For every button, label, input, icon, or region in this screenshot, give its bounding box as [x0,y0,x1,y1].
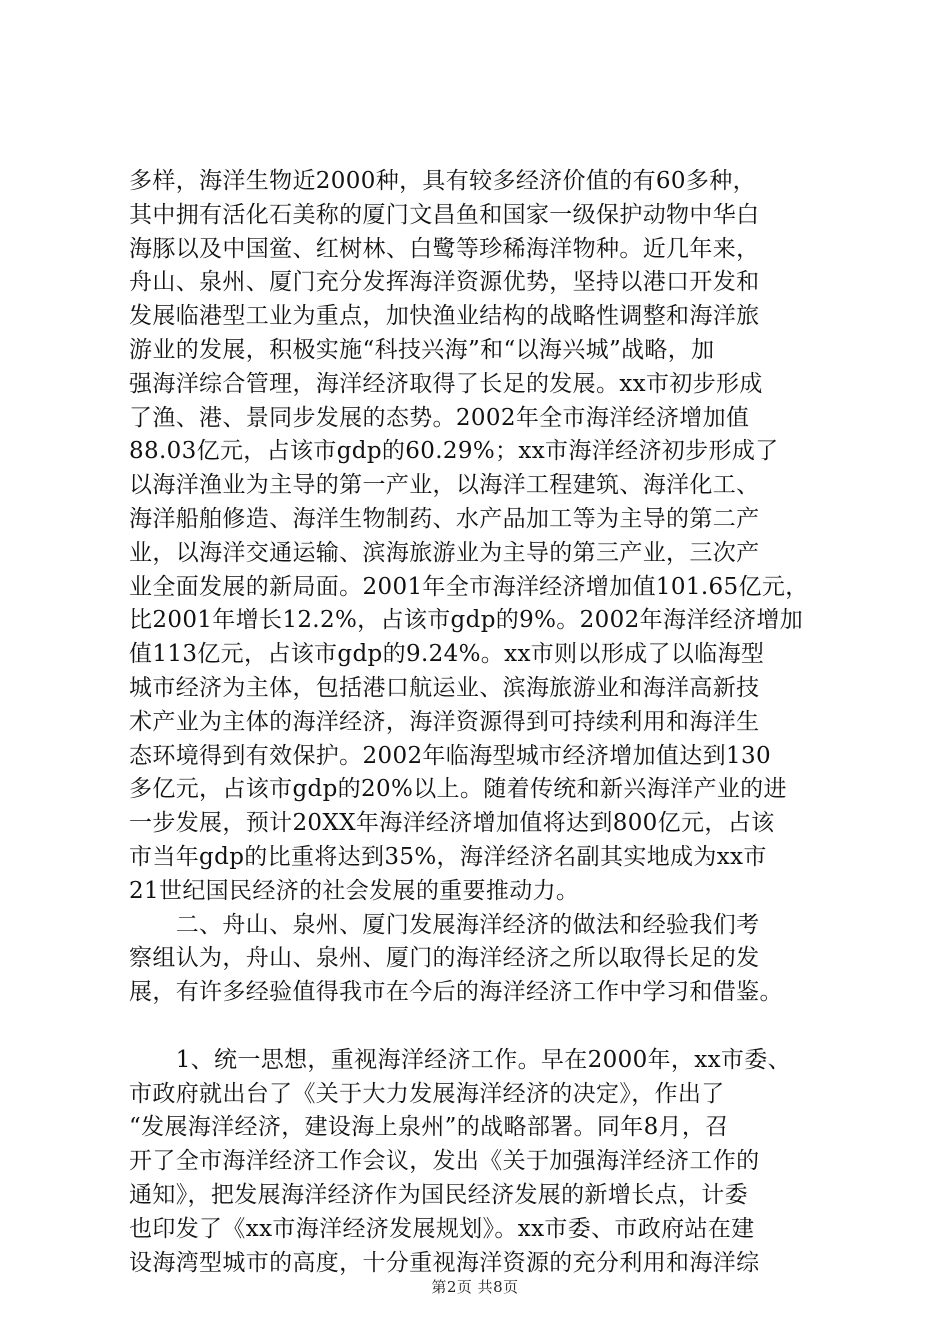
text-line: 游业的发展，积极实施“科技兴海”和“以海兴城”战略，加 [129,336,715,363]
text-line: 多样，海洋生物近2000种，具有较多经济价值的有60多种， [129,168,756,194]
text-line: 发展临港型工业为重点，加快渔业结构的战略性调整和海洋旅 [129,303,760,330]
text-line: 城市经济为主体，包括港口航运业、滨海旅游业和海洋高新技 [129,674,760,701]
text-line: “发展海洋经济，建设海上泉州”的战略部署。同年8月，召 [129,1114,729,1141]
text-line: 一步发展，预计20XX年海洋经济增加值将达到800亿元，占该 [129,810,775,837]
text-line: 也印发了《xx市海洋经济发展规划》。xx市委、市政府站在建 [129,1215,755,1242]
text-line: 术产业为主体的海洋经济，海洋资源得到可持续利用和海洋生 [129,708,760,735]
text-line: 察组认为，舟山、泉州、厦门的海洋经济之所以取得长足的发 [129,945,760,972]
text-line: 开了全市海洋经济工作会议，发出《关于加强海洋经济工作的 [129,1148,760,1175]
page-footer: 第2页 共8页 [431,1278,519,1296]
paragraph-block-2 [129,1044,869,1281]
text-line: 展，有许多经验值得我市在今后的海洋经济工作中学习和借鉴。 [129,979,783,1006]
text-line: 舟山、泉州、厦门充分发挥海洋资源优势，坚持以港口开发和 [129,269,760,296]
text-line: 了渔、港、景同步发展的态势。2002年全市海洋经济增加值 [129,404,750,431]
text-line: 二、舟山、泉州、厦门发展海洋经济的做法和经验我们考 [129,911,760,938]
text-line: 比2001年增长12.2%，占该市gdp的9%。2002年海洋经济增加 [129,607,804,634]
text-line: 海洋船舶修造、海洋生物制药、水产品加工等为主导的第二产 [129,505,760,532]
text-line: 以海洋渔业为主导的第一产业，以海洋工程建筑、海洋化工、 [129,472,760,499]
text-line: 业，以海洋交通运输、滨海旅游业为主导的第三产业，三次产 [129,539,760,566]
paragraph-gap [129,1010,869,1044]
text-line: 1、统一思想，重视海洋经济工作。早在2000年，xx市委、 [129,1046,791,1073]
text-line: 通知》，把发展海洋经济作为国民经济发展的新增长点，计委 [129,1181,748,1208]
body-text [129,165,869,1280]
text-line: 88.03亿元，占该市gdp的60.29%；xx市海洋经济初步形成了 [129,438,779,465]
text-line: 海豚以及中国鲎、红树林、白鹭等珍稀海洋物种。近几年来， [129,235,760,262]
text-line: 业全面发展的新局面。2001年全市海洋经济增加值101.65亿元， [129,573,809,600]
text-line: 其中拥有活化石美称的厦门文昌鱼和国家一级保护动物中华白 [129,201,760,228]
text-line: 多亿元，占该市gdp的20%以上。随着传统和新兴海洋产业的进 [129,776,787,803]
text-line: 市政府就出台了《关于大力发展海洋经济的决定》，作出了 [129,1080,725,1107]
text-line: 市当年gdp的比重将达到35%，海洋经济名副其实地成为xx市 [129,843,767,870]
text-line: 态环境得到有效保护。2002年临海型城市经济增加值达到130 [129,742,771,769]
paragraph-block-1 [129,165,869,1010]
text-line: 21世纪国民经济的社会发展的重要推动力。 [129,877,580,904]
text-line: 值113亿元，占该市gdp的9.24%。xx市则以形成了以临海型 [129,641,765,668]
text-line: 设海湾型城市的高度，十分重视海洋资源的充分利用和海洋综 [129,1249,760,1276]
text-line: 强海洋综合管理，海洋经济取得了长足的发展。xx市初步形成 [129,370,763,397]
